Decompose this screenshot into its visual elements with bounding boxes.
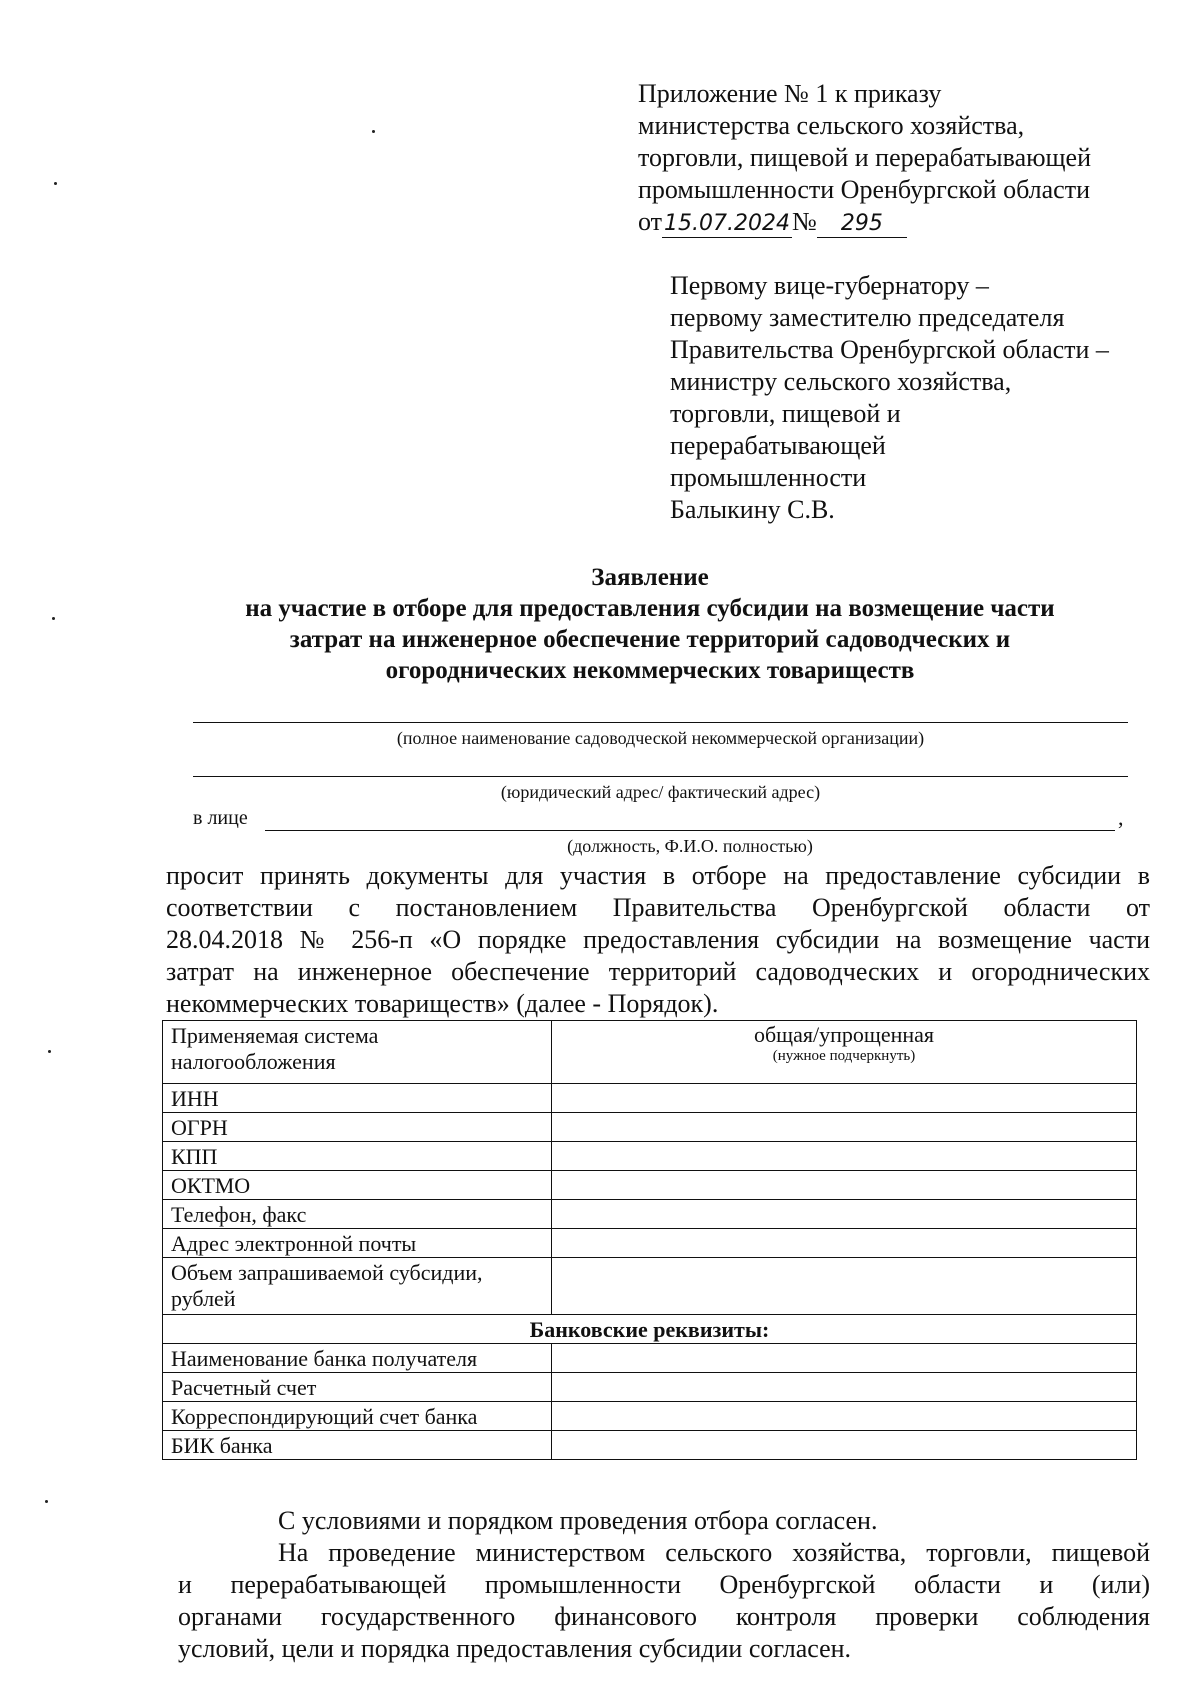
address-field[interactable]	[193, 776, 1128, 777]
represented-by-comma: ,	[1118, 805, 1124, 830]
org-name-field[interactable]	[193, 722, 1128, 723]
appendix-date-line	[638, 206, 1091, 238]
requisites-table	[162, 1020, 1137, 1460]
title-line: затрат на инженерное обеспечение территорий садоводческих и	[289, 626, 1011, 653]
represented-by-label: в лице	[193, 807, 248, 829]
addressee-line: торговли, пищевой и	[670, 399, 901, 428]
tax-system-label: Применяемая система налогообложения	[163, 1021, 552, 1084]
bank-name-cell[interactable]	[552, 1344, 1137, 1373]
table-row	[163, 1200, 1137, 1229]
addressee-line: Первому вице-губернатору –	[670, 271, 989, 300]
title-line: Заявление	[591, 564, 709, 591]
bank-details-header: Банковские реквизиты:	[163, 1315, 1137, 1344]
appendix-line: торговли, пищевой и перерабатывающей	[638, 143, 1092, 172]
number-label: №	[792, 207, 817, 236]
body-line: просит принять документы для участия в отборе на предоставление субсидии в	[166, 861, 1150, 890]
row-label: Наименование банка получателя	[163, 1344, 552, 1373]
table-row	[163, 1171, 1137, 1200]
addressee-line: промышленности	[670, 463, 867, 492]
consent-line: органами государственного финансового контроля проверки соблюдения	[178, 1602, 1150, 1631]
document-title	[150, 562, 1150, 686]
addressee-block	[670, 270, 1109, 526]
row-label: Телефон, факс	[163, 1200, 552, 1229]
represented-by-field[interactable]	[265, 830, 1115, 831]
addressee-line: Правительства Оренбургской области –	[670, 335, 1109, 364]
consent-line: На проведение министерством сельского хозяйства, торговли, пищевой	[278, 1538, 1150, 1567]
ogrn-value-cell[interactable]	[552, 1113, 1137, 1142]
corr-account-cell[interactable]	[552, 1402, 1137, 1431]
addressee-line: министру сельского хозяйства,	[670, 367, 1012, 396]
appendix-line: Приложение № 1 к приказу	[638, 79, 942, 108]
addressee-line: первому заместителю председателя	[670, 303, 1065, 332]
scan-dot	[54, 182, 57, 185]
table-row	[163, 1084, 1137, 1113]
body-line: затрат на инженерное обеспечение территорий садоводческих и огороднических	[166, 957, 1150, 986]
handwritten-number: 295	[817, 211, 907, 238]
consent-paragraphs	[178, 1505, 1150, 1665]
scan-dot	[45, 1500, 48, 1503]
email-value-cell[interactable]	[552, 1229, 1137, 1258]
table-row	[163, 1431, 1137, 1460]
table-row	[163, 1113, 1137, 1142]
table-row	[163, 1315, 1137, 1344]
handwritten-date: 15.07.2024	[662, 211, 792, 238]
org-name-caption: (полное наименование садоводческой некоммерческой организации)	[396, 728, 925, 748]
row-label: Адрес электронной почты	[163, 1229, 552, 1258]
row-label: Корреспондирующий счет банка	[163, 1402, 552, 1431]
title-line: огороднических некоммерческих товариществ	[385, 657, 915, 684]
table-row	[163, 1258, 1137, 1315]
row-label: ОГРН	[163, 1113, 552, 1142]
scan-dot	[372, 130, 375, 133]
appendix-header	[638, 78, 1091, 238]
table-row	[163, 1229, 1137, 1258]
row-label: ОКТМО	[163, 1171, 552, 1200]
subsidy-amount-cell[interactable]	[552, 1258, 1137, 1315]
row-label: ИНН	[163, 1084, 552, 1113]
tax-system-value: общая/упрощенная	[753, 1022, 935, 1047]
table-row	[163, 1142, 1137, 1171]
table-row	[163, 1373, 1137, 1402]
consent-line: С условиями и порядком проведения отбора согласен.	[278, 1506, 878, 1535]
bik-cell[interactable]	[552, 1431, 1137, 1460]
inn-value-cell[interactable]	[552, 1084, 1137, 1113]
kpp-value-cell[interactable]	[552, 1142, 1137, 1171]
addressee-line: перерабатывающей	[670, 431, 886, 460]
phone-value-cell[interactable]	[552, 1200, 1137, 1229]
oktmo-value-cell[interactable]	[552, 1171, 1137, 1200]
table-row	[163, 1344, 1137, 1373]
account-cell[interactable]	[552, 1373, 1137, 1402]
tax-system-note: (нужное подчеркнуть)	[772, 1048, 916, 1064]
scan-dot	[48, 1050, 51, 1053]
request-paragraph	[166, 860, 1150, 1020]
from-label: от	[638, 207, 663, 236]
body-line: соответствии с постановлением Правительства Оренбургской области от	[166, 893, 1150, 922]
address-caption: (юридический адрес/ фактический адрес)	[500, 782, 821, 802]
scan-dot	[52, 617, 55, 620]
tax-system-cell[interactable]	[552, 1021, 1137, 1084]
row-label: БИК банка	[163, 1431, 552, 1460]
title-line: на участие в отборе для предоставления субсидии на возмещение части	[245, 595, 1055, 622]
body-line: 28.04.2018 № 256-п «О порядке предоставления субсидии на возмещение части	[166, 925, 1150, 954]
body-line: некоммерческих товариществ» (далее - Порядок).	[166, 989, 719, 1018]
table-row	[163, 1402, 1137, 1431]
addressee-line: Балыкину С.В.	[670, 495, 835, 524]
consent-line: условий, цели и порядка предоставления субсидии согласен.	[178, 1634, 852, 1663]
table-row	[163, 1021, 1137, 1084]
position-caption: (должность, Ф.И.О. полностью)	[567, 836, 813, 856]
row-label: КПП	[163, 1142, 552, 1171]
row-label: Объем запрашиваемой субсидии, рублей	[163, 1258, 552, 1315]
consent-line: и перерабатывающей промышленности Оренбургской области и (или)	[178, 1570, 1150, 1599]
appendix-line: министерства сельского хозяйства,	[638, 111, 1025, 140]
appendix-line: промышленности Оренбургской области	[638, 175, 1090, 204]
row-label: Расчетный счет	[163, 1373, 552, 1402]
